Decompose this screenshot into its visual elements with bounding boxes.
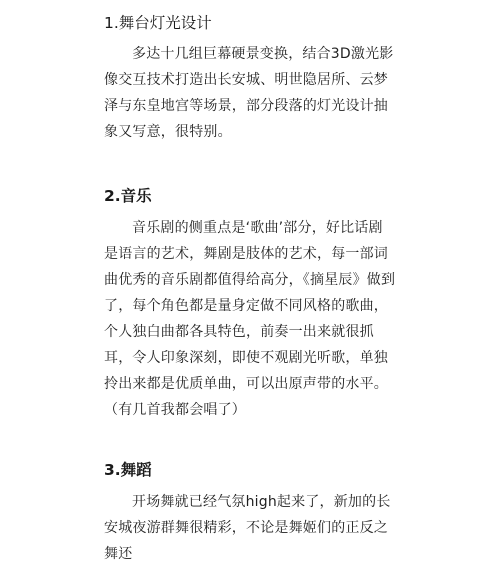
section-body-music: 音乐剧的侧重点是‘歌曲’部分，好比话剧是语言的艺术，舞剧是肢体的艺术，每一部词曲优秀的音乐剧都值得给高分，《摘星辰》做到了，每个角色都是量身定做不同风格的歌曲，个人独白曲都各具特色，前奏一出来就很抓耳，令人印象深刻，即使不观剧光听歌，单独拎出来都是优质单曲，可以出原声带的水平。（有几首我都会唱了）	[104, 220, 396, 418]
section-heading-stage-lighting: 1.舞台灯光设计	[104, 14, 212, 32]
section-heading-music: 2.音乐	[104, 187, 152, 205]
section-body-dance: 开场舞就已经气氛high起来了，新加的长安城夜游群舞很精彩，不论是舞姬们的正反之舞还	[104, 494, 391, 562]
section-heading-dance: 3.舞蹈	[104, 461, 152, 479]
section-body-stage-lighting: 多达十几组巨幕硬景变换，结合3D激光影像交互技术打造出长安城、明世隐居所、云梦泽与东皇地宫等场景，部分段落的灯光设计抽象又写意，很特别。	[104, 46, 394, 140]
